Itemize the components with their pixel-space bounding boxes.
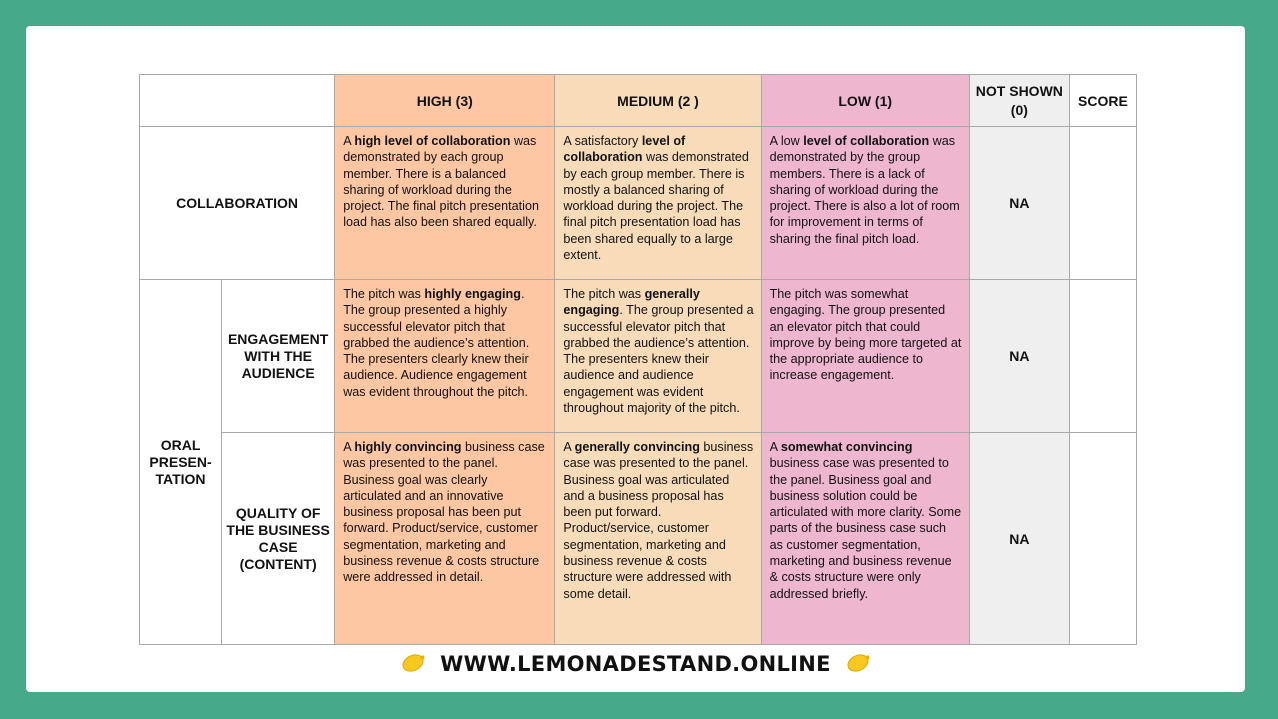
rubric-table <box>139 74 1137 645</box>
collaboration-not-shown: NA <box>969 127 1069 280</box>
collaboration-score[interactable] <box>1069 127 1136 280</box>
engagement-row <box>140 280 1137 433</box>
lemon-icon <box>400 651 427 675</box>
collaboration-row <box>140 127 1137 280</box>
header-row <box>140 75 1137 127</box>
footer <box>26 652 1245 676</box>
engagement-score[interactable] <box>1069 280 1136 433</box>
collaboration-medium: A satisfactory level of collaboration was demonstrated by each group member. There is mostly a balanced sharing of workload during the project. The final pitch presentation load has been shared equally to a large extent. <box>555 127 761 280</box>
quality-low: A somewhat convincing business case was presented to the panel. Business goal and business solution could be articulated with more clarity. Some parts of the business case such as customer segmentation, marketing and business revenue & costs structure were only addressed briefly. <box>761 433 969 645</box>
header-not-shown: NOT SHOWN (0) <box>969 75 1069 127</box>
header-blank <box>140 75 335 127</box>
engagement-low: The pitch was somewhat engaging. The group presented an elevator pitch that could improve by being more targeted at the appropriate audience to increase engagement. <box>761 280 969 433</box>
engagement-high: The pitch was highly engaging. The group presented a highly successful elevator pitch that grabbed the audience’s attention. The presenters clearly knew their audience. Audience engagement was evident throughout the pitch. <box>335 280 555 433</box>
quality-medium: A generally convincing business case was presented to the panel. Business goal was articulated and a business proposal has been put forward. Product/service, customer segmentation, marketing and business revenue & costs structure were addressed with some detail. <box>555 433 761 645</box>
quality-high: A highly convincing business case was presented to the panel. Business goal was clearly articulated and an innovative business proposal has been put forward. Product/service, customer segmentation, marketing and business revenue & costs structure were addressed in detail. <box>335 433 555 645</box>
lemon-icon <box>844 651 871 675</box>
engagement-not-shown: NA <box>969 280 1069 433</box>
collaboration-low: A low level of collaboration was demonstrated by the group members. There is a lack of sharing of workload during the project. There is also a lot of room for improvement in terms of sharing the final pitch load. <box>761 127 969 280</box>
quality-not-shown: NA <box>969 433 1069 645</box>
header-medium: MEDIUM (2 ) <box>555 75 761 127</box>
quality-row <box>140 433 1137 645</box>
header-score: SCORE <box>1069 75 1136 127</box>
quality-score[interactable] <box>1069 433 1136 645</box>
rubric-card <box>26 26 1245 692</box>
criterion-group-oral-presentation: ORAL PRESEN-TATION <box>140 280 222 645</box>
header-low: LOW (1) <box>761 75 969 127</box>
criterion-collaboration: COLLABORATION <box>140 127 335 280</box>
header-high: HIGH (3) <box>335 75 555 127</box>
engagement-medium: The pitch was generally engaging. The group presented a successful elevator pitch that grabbed the audience’s attention. The presenters knew their audience and audience engagement was evident throughout majority of the pitch. <box>555 280 761 433</box>
footer-site-link[interactable]: WWW.LEMONADESTAND.ONLINE <box>440 652 831 676</box>
collaboration-high: A high level of collaboration was demonstrated by each group member. There is a balanced sharing of workload during the project. The final pitch presentation load has also been shared equally. <box>335 127 555 280</box>
criterion-quality: QUALITY OF THE BUSINESS CASE (CONTENT) <box>222 433 335 645</box>
criterion-engagement: ENGAGEMENT WITH THE AUDIENCE <box>222 280 335 433</box>
